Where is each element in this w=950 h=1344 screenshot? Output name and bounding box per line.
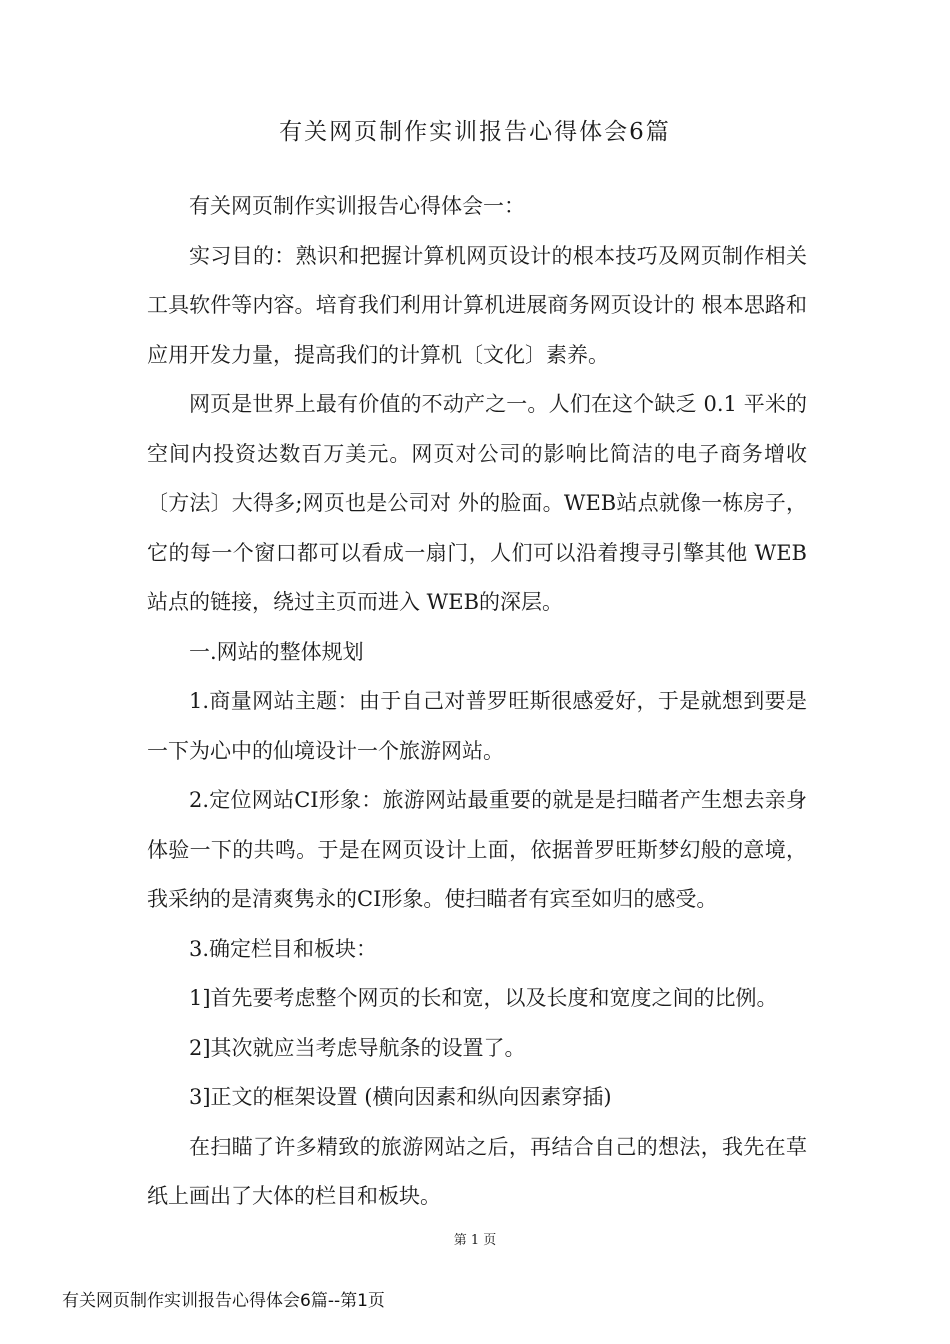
paragraph-columns-heading: 3.确定栏目和板块： xyxy=(189,936,378,961)
page-number: 第 1 页 xyxy=(453,1233,497,1248)
paragraph-sketch: 在扫瞄了许多精致的旅游网站之后，再结合自己的想法，我先在草纸上画出了大体的栏目和板块。 xyxy=(147,1134,807,1208)
paragraph-webpage-value: 网页是世界上最有价值的不动产之一。人们在这个缺乏 0.1 平米的空间内投资达数百万美元。网页对公司的影响比简洁的电子商务增收〔方法〕大得多;网页也是公司对 外的脸面。WEB站点就像一栋房子，它的每一个窗口都可以看成一扇门，人们可以沿着搜寻引擎其他 WEB站点的链接，绕过主页而进入 WEB的深层。 xyxy=(147,392,807,614)
paragraph-ci-image: 2.定位网站CI形象：旅游网站最重要的就是是扫瞄者产生想去亲身体验一下的共鸣。于是在网页设计上面，依据普罗旺斯梦幻般的意境，我采纳的是清爽隽永的CI形象。使扫瞄者有宾至如归的感受。 xyxy=(147,788,807,911)
paragraph-section-heading: 有关网页制作实训报告心得体会一： xyxy=(189,194,525,218)
paragraph-overall-planning-heading: 一.网站的整体规划 xyxy=(189,639,364,664)
paragraph-item-3: 3]正文的框架设置 (横向因素和纵向因素穿插) xyxy=(189,1085,612,1109)
paragraph-website-theme: 1.商量网站主题：由于自己对普罗旺斯很感爱好，于是就想到要是一下为心中的仙境设计一个旅游网站。 xyxy=(147,689,807,763)
document-title: 有关网页制作实训报告心得体会6篇 xyxy=(279,119,671,145)
paragraph-item-1: 1]首先要考虑整个网页的长和宽，以及长度和宽度之间的比例。 xyxy=(189,986,778,1010)
footer-label: 有关网页制作实训报告心得体会6篇--第1页 xyxy=(62,1291,385,1311)
document-body xyxy=(147,182,807,1222)
paragraph-item-2: 2]其次就应当考虑导航条的设置了。 xyxy=(189,1035,526,1060)
paragraph-internship-purpose: 实习目的：熟识和把握计算机网页设计的根本技巧及网页制作相关工具软件等内容。培育我们利用计算机进展商务网页设计的 根本思路和应用开发力量，提高我们的计算机〔文化〕素养。 xyxy=(147,243,807,367)
